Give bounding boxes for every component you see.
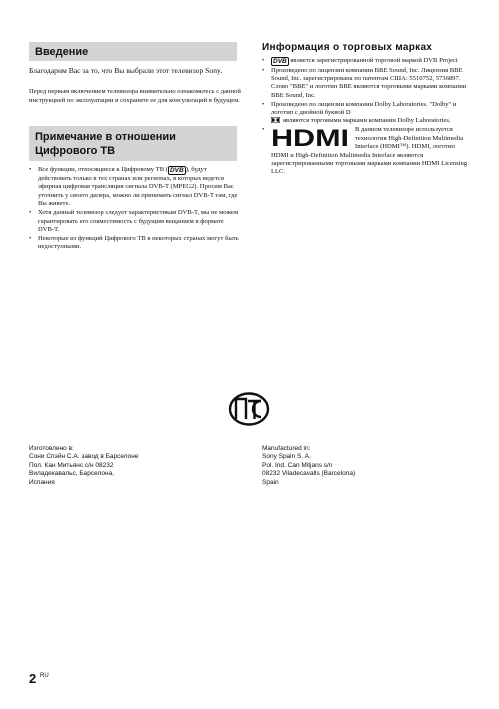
list-item: • Все функции, относящиеся к Цифровому ТВ ( DVB ), будут действовать только в тех странах или регионах, в которых ведется эфирная цифровая трансляция сигнала DVB-T (MPEG2). Просим Вас уточнить у своего дилера, можно ли принимать сигнал DVB-T там, где Вы живете. [29, 166, 241, 209]
gost-r-certification-icon [228, 391, 270, 427]
intro-heading: Введение [29, 42, 237, 61]
svg-text:HDMI: • HDMI [271, 127, 349, 150]
list-item: • DVB является зарегистрированной торговой маркой DVB Project [262, 57, 474, 66]
list-item: • Некоторые из функций Цифрового ТВ в некоторых странах могут быть недоступными. [29, 235, 241, 252]
dvb-logo: DVB [169, 167, 184, 174]
digital-tv-note-heading: Примечание в отношении Цифрового ТВ [29, 126, 237, 161]
page-number: 2 [29, 671, 37, 686]
trademark-info-heading: Информация о торговых марках [262, 42, 433, 53]
list-item: • Произведено по лицензии компании BBE Sound, Inc. Лицензия BBE Sound, Inc. зарегистрирована по патентам США: 5510752, 5736897. Слово "BBE" и логотип BBE являются торговыми марками компании BBE Sound, Inc. [262, 67, 474, 101]
page-language-code: RU [40, 673, 49, 679]
trademark-list [262, 57, 474, 177]
list-item: • Хотя данный телевизор следует характеристикам DVB-T, мы не можем гарантировать его совместимость с будущим вещанием в формате DVB-T. [29, 209, 241, 234]
dvb-logo: DVB [273, 58, 287, 65]
intro-lead: Благодарим Вас за то, что Вы выбрали этот телевизор Sony. [29, 66, 223, 75]
hdmi-logo [271, 127, 351, 149]
intro-body: Перед первым включением телевизора внимательно ознакомьтесь с данной инструкцией по эксплуатации и сохраните ее для консультаций в будущем. [29, 88, 241, 104]
dolby-double-d-icon [271, 117, 280, 123]
list-item: • HDMI В данном телевизоре используется технология High-Definition Multimedia Interface (HDMI™). HDMI, логотип HDMI и High-Definition Multimedia Interface являются зарегистрированными торговыми марками компании HDMI Licensing LLC. [262, 126, 474, 176]
manufacturer-address-ru: Изготовлено в: Сони Спэйн С.А. завод в Барселоне Пол. Кан Митьянс с/н 08232 Виладекавальс, Барселона, Испания [29, 445, 139, 486]
manufacturer-address-en: Manufactured in: Sony Spain S. A. Pol. Ind. Can Mitjans s/n 08232 Viladecavalls (Barcelona) Spain [262, 445, 356, 486]
digital-tv-note-list [29, 166, 241, 252]
list-item: • Произведено по лицензии компании Dolby Laboratories. "Dolby" и логотип с двойной буквой D являются торговыми марками компании Dolby Laboratories. [262, 101, 474, 126]
